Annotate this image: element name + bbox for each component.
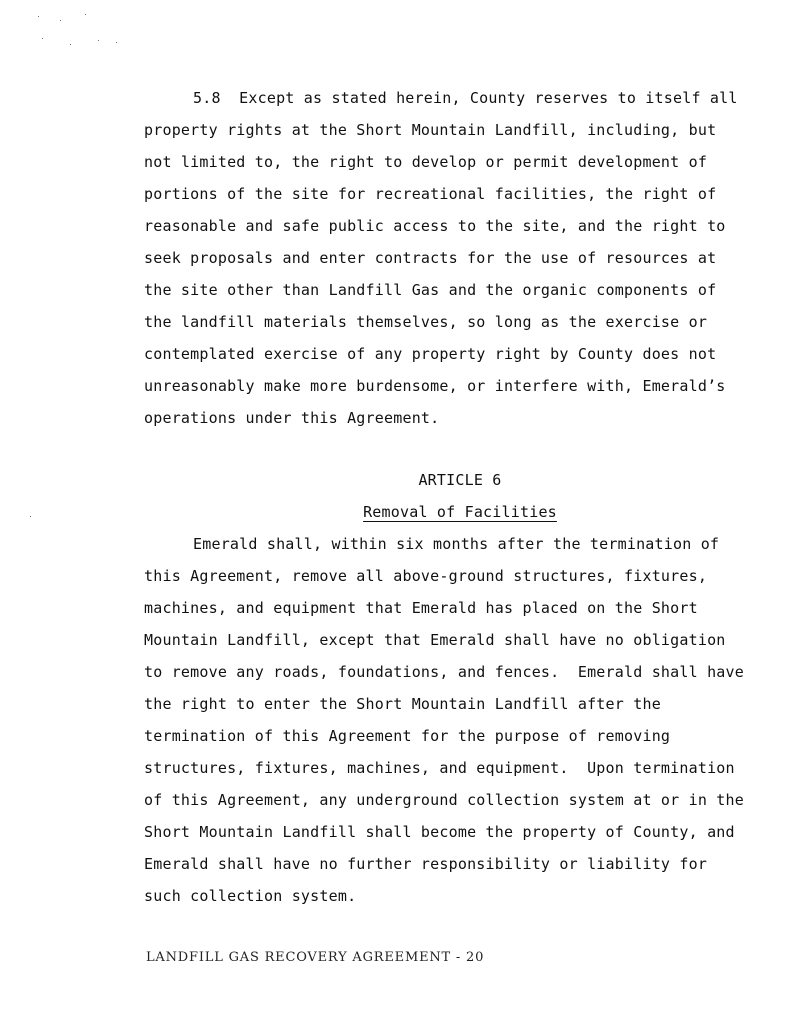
article-6-line: Mountain Landfill, except that Emerald shall have no obligation xyxy=(144,631,726,649)
scan-speck xyxy=(85,14,86,15)
section-5-8-line: contemplated exercise of any property right by County does not xyxy=(144,345,717,363)
scan-speck xyxy=(60,20,61,21)
article-6-line: the right to enter the Short Mountain Landfill after the xyxy=(144,695,661,713)
scan-speck xyxy=(98,40,99,41)
section-5-8-line: 5.8 Except as stated herein, County reserves to itself all xyxy=(193,89,738,107)
section-5-8-line: portions of the site for recreational facilities, the right of xyxy=(144,185,717,203)
article-6-line: this Agreement, remove all above-ground structures, fixtures, xyxy=(144,567,708,585)
section-5-8-line: seek proposals and enter contracts for the use of resources at xyxy=(144,249,717,267)
section-5-8-line: the landfill materials themselves, so long as the exercise or xyxy=(144,313,708,331)
article-6-line: machines, and equipment that Emerald has placed on the Short xyxy=(144,599,698,617)
section-5-8-line: not limited to, the right to develop or permit development of xyxy=(144,153,708,171)
article-6-line: to remove any roads, foundations, and fences. Emerald shall have xyxy=(144,663,744,681)
scan-speck xyxy=(70,44,71,45)
article-6-line: structures, fixtures, machines, and equipment. Upon termination xyxy=(144,759,735,777)
article-title-text: Removal of Facilities xyxy=(363,503,557,521)
article-6-line: of this Agreement, any underground collection system at or in the xyxy=(144,791,744,809)
article-6-line: termination of this Agreement for the purpose of removing xyxy=(144,727,671,745)
scan-speck xyxy=(38,16,39,17)
scan-speck xyxy=(116,42,117,43)
section-5-8-line: the site other than Landfill Gas and the organic components of xyxy=(144,281,717,299)
scan-speck xyxy=(42,38,43,39)
article-heading: ARTICLE 6 xyxy=(418,471,502,489)
section-5-8-line: reasonable and safe public access to the site, and the right to xyxy=(144,217,726,235)
section-5-8-line: property rights at the Short Mountain Landfill, including, but xyxy=(144,121,717,139)
article-6-line: such collection system. xyxy=(144,887,357,905)
page-footer: LANDFILL GAS RECOVERY AGREEMENT - 20 xyxy=(146,950,485,965)
article-6-line: Emerald shall have no further responsibility or liability for xyxy=(144,855,708,873)
section-5-8-line: unreasonably make more burdensome, or interfere with, Emerald’s xyxy=(144,377,726,395)
article-6-line: Emerald shall, within six months after the termination of xyxy=(193,535,720,553)
section-5-8-line: operations under this Agreement. xyxy=(144,409,440,427)
article-6-line: Short Mountain Landfill shall become the property of County, and xyxy=(144,823,735,841)
article-title xyxy=(0,502,800,522)
